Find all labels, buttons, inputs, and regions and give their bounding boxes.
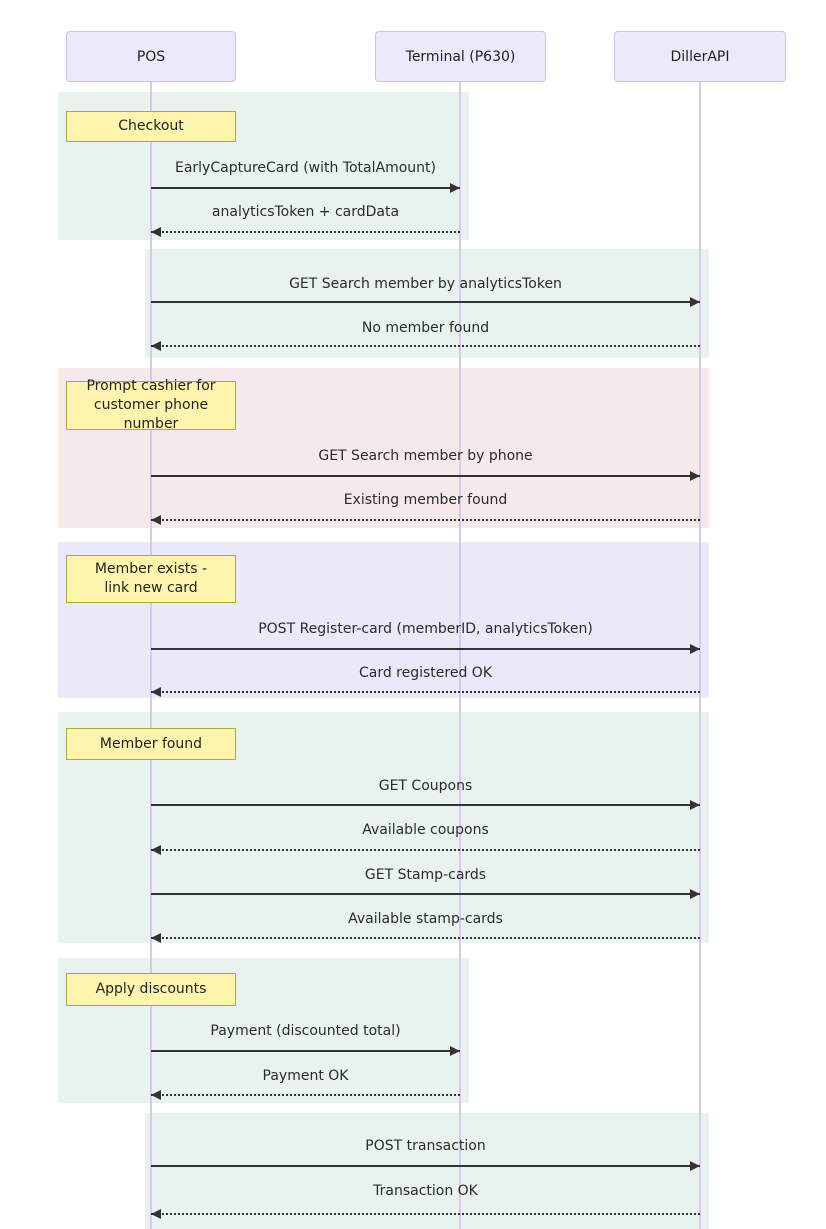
note-member-exists xyxy=(66,555,236,603)
message-line xyxy=(151,804,700,806)
message-line xyxy=(151,345,700,347)
arrowhead-left-icon xyxy=(151,1209,161,1219)
message-line xyxy=(151,1094,460,1096)
arrowhead-right-icon xyxy=(690,889,700,899)
note-line: Apply discounts xyxy=(95,981,207,998)
arrowhead-left-icon xyxy=(151,845,161,855)
participant-box-pos xyxy=(66,31,236,82)
message-line xyxy=(151,475,700,477)
arrowhead-right-icon xyxy=(690,644,700,654)
participant-box-terminal xyxy=(375,31,546,82)
message-line xyxy=(151,231,460,233)
message-line xyxy=(151,648,700,650)
message-label: Card registered OK xyxy=(358,665,493,681)
message-label: analyticsToken + cardData xyxy=(211,204,400,220)
highlight-rect-post-transaction xyxy=(145,1113,709,1229)
message-line xyxy=(151,187,460,189)
arrowhead-left-icon xyxy=(151,515,161,525)
message-label: Payment (discounted total) xyxy=(210,1023,401,1039)
note-apply-discounts xyxy=(66,973,236,1006)
message-label: GET Coupons xyxy=(378,778,473,794)
message-label: POST transaction xyxy=(365,1138,486,1154)
note-checkout xyxy=(66,111,236,142)
note-member-found xyxy=(66,728,236,760)
note-line: customer phone number xyxy=(93,397,209,432)
message-label: Transaction OK xyxy=(373,1183,478,1199)
message-label: EarlyCaptureCard (with TotalAmount) xyxy=(174,160,436,176)
arrowhead-left-icon xyxy=(151,1090,161,1100)
arrowhead-left-icon xyxy=(151,341,161,351)
lifeline-dillerapi xyxy=(699,82,701,1229)
note-line: Member exists - xyxy=(94,561,208,578)
message-line xyxy=(151,849,700,851)
note-line: link new card xyxy=(104,580,198,596)
message-line xyxy=(151,519,700,521)
highlight-rect-search-token xyxy=(145,249,709,358)
note-line: Member found xyxy=(99,735,203,752)
message-line xyxy=(151,301,700,303)
lifeline-pos xyxy=(150,82,152,1229)
arrowhead-right-icon xyxy=(450,183,460,193)
arrowhead-right-icon xyxy=(450,1046,460,1056)
message-label: Existing member found xyxy=(343,492,508,508)
participant-label-dillerapi: DillerAPI xyxy=(670,48,730,65)
message-label: GET Stamp-cards xyxy=(364,867,487,883)
message-line xyxy=(151,1050,460,1052)
arrowhead-left-icon xyxy=(151,687,161,697)
arrowhead-right-icon xyxy=(690,1161,700,1171)
participant-label-terminal: Terminal (P630) xyxy=(405,48,516,65)
arrowhead-right-icon xyxy=(690,800,700,810)
participant-label-pos: POS xyxy=(136,48,166,65)
message-line xyxy=(151,893,700,895)
message-label: GET Search member by analyticsToken xyxy=(289,276,562,292)
participant-box-dillerapi xyxy=(614,31,786,82)
message-line xyxy=(151,1213,700,1215)
message-label: No member found xyxy=(361,320,490,336)
message-line xyxy=(151,1165,700,1167)
message-label: Available coupons xyxy=(362,822,489,838)
arrowhead-left-icon xyxy=(151,933,161,943)
arrowhead-right-icon xyxy=(690,297,700,307)
arrowhead-left-icon xyxy=(151,227,161,237)
message-label: GET Search member by phone xyxy=(318,448,533,464)
message-label: Payment OK xyxy=(262,1068,349,1084)
lifeline-terminal xyxy=(459,82,461,1229)
message-line xyxy=(151,691,700,693)
note-prompt-cashier xyxy=(66,378,236,432)
message-label: POST Register-card (memberID, analyticsToken) xyxy=(258,621,593,637)
note-line: Checkout xyxy=(118,118,184,135)
message-label: Available stamp-cards xyxy=(348,911,503,927)
note-line: Prompt cashier for xyxy=(86,378,216,395)
message-line xyxy=(151,937,700,939)
arrowhead-right-icon xyxy=(690,471,700,481)
